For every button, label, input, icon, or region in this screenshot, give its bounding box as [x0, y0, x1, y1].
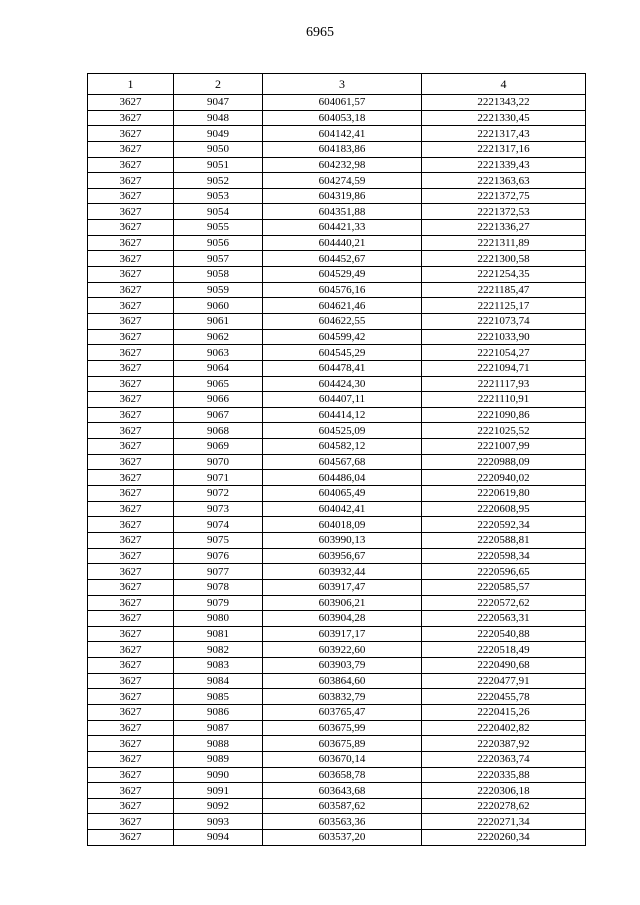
cell-x: 604486,04 — [263, 470, 422, 486]
table-header-row — [88, 74, 586, 95]
cell-y: 2220619,80 — [422, 486, 586, 502]
table-row — [88, 95, 586, 111]
cell-number: 3627 — [88, 751, 174, 767]
cell-point: 9093 — [174, 814, 263, 830]
cell-number: 3627 — [88, 282, 174, 298]
cell-number: 3627 — [88, 517, 174, 533]
column-header-3: 3 — [263, 74, 422, 95]
cell-x: 603765,47 — [263, 704, 422, 720]
cell-x: 603922,60 — [263, 642, 422, 658]
cell-x: 604142,41 — [263, 126, 422, 142]
table-row — [88, 532, 586, 548]
cell-point: 9061 — [174, 313, 263, 329]
cell-x: 604421,33 — [263, 220, 422, 236]
cell-x: 604232,98 — [263, 157, 422, 173]
cell-y: 2221317,16 — [422, 141, 586, 157]
cell-number: 3627 — [88, 642, 174, 658]
cell-point: 9052 — [174, 173, 263, 189]
cell-point: 9086 — [174, 704, 263, 720]
cell-y: 2221343,22 — [422, 95, 586, 111]
cell-x: 603904,28 — [263, 611, 422, 627]
cell-number: 3627 — [88, 313, 174, 329]
cell-number: 3627 — [88, 235, 174, 251]
cell-y: 2220402,82 — [422, 720, 586, 736]
cell-number: 3627 — [88, 689, 174, 705]
table-row — [88, 689, 586, 705]
table-row — [88, 798, 586, 814]
cell-y: 2221185,47 — [422, 282, 586, 298]
cell-point: 9090 — [174, 767, 263, 783]
table-row — [88, 548, 586, 564]
cell-x: 604274,59 — [263, 173, 422, 189]
table-row — [88, 407, 586, 423]
cell-point: 9070 — [174, 454, 263, 470]
cell-x: 604065,49 — [263, 486, 422, 502]
cell-number: 3627 — [88, 173, 174, 189]
cell-y: 2221339,43 — [422, 157, 586, 173]
column-header-2: 2 — [174, 74, 263, 95]
cell-x: 604525,09 — [263, 423, 422, 439]
cell-point: 9068 — [174, 423, 263, 439]
table-row — [88, 751, 586, 767]
table-row — [88, 517, 586, 533]
cell-point: 9055 — [174, 220, 263, 236]
table-row — [88, 470, 586, 486]
cell-y: 2221007,99 — [422, 439, 586, 455]
cell-x: 604042,41 — [263, 501, 422, 517]
table-body — [88, 95, 586, 846]
cell-point: 9048 — [174, 110, 263, 126]
table-row — [88, 126, 586, 142]
cell-number: 3627 — [88, 595, 174, 611]
table-row — [88, 564, 586, 580]
table-row — [88, 157, 586, 173]
cell-number: 3627 — [88, 220, 174, 236]
table-row — [88, 251, 586, 267]
cell-y: 2220271,34 — [422, 814, 586, 830]
cell-x: 603917,17 — [263, 626, 422, 642]
table-row — [88, 704, 586, 720]
cell-number: 3627 — [88, 188, 174, 204]
table-row — [88, 673, 586, 689]
cell-y: 2220598,34 — [422, 548, 586, 564]
cell-y: 2220477,91 — [422, 673, 586, 689]
cell-point: 9081 — [174, 626, 263, 642]
table-row — [88, 814, 586, 830]
cell-y: 2221363,63 — [422, 173, 586, 189]
table-row — [88, 235, 586, 251]
cell-y: 2221117,93 — [422, 376, 586, 392]
cell-x: 603990,13 — [263, 532, 422, 548]
table-row — [88, 204, 586, 220]
table-row — [88, 110, 586, 126]
table-row — [88, 345, 586, 361]
cell-x: 603932,44 — [263, 564, 422, 580]
cell-number: 3627 — [88, 611, 174, 627]
table-row — [88, 439, 586, 455]
cell-y: 2220940,02 — [422, 470, 586, 486]
table-row — [88, 767, 586, 783]
cell-x: 603917,47 — [263, 579, 422, 595]
cell-number: 3627 — [88, 673, 174, 689]
cell-y: 2221110,91 — [422, 392, 586, 408]
cell-number: 3627 — [88, 204, 174, 220]
cell-point: 9056 — [174, 235, 263, 251]
page-number: 6965 — [306, 25, 334, 40]
cell-number: 3627 — [88, 439, 174, 455]
cell-point: 9067 — [174, 407, 263, 423]
table-row — [88, 579, 586, 595]
cell-number: 3627 — [88, 720, 174, 736]
table-row — [88, 188, 586, 204]
cell-number: 3627 — [88, 423, 174, 439]
cell-point: 9051 — [174, 157, 263, 173]
cell-x: 603903,79 — [263, 658, 422, 674]
cell-number: 3627 — [88, 736, 174, 752]
cell-x: 603675,99 — [263, 720, 422, 736]
table-row — [88, 595, 586, 611]
cell-y: 2221372,53 — [422, 204, 586, 220]
cell-x: 604599,42 — [263, 329, 422, 345]
cell-number: 3627 — [88, 157, 174, 173]
cell-y: 2220335,88 — [422, 767, 586, 783]
cell-y: 2221311,89 — [422, 235, 586, 251]
cell-number: 3627 — [88, 95, 174, 111]
column-header-4: 4 — [422, 74, 586, 95]
cell-point: 9054 — [174, 204, 263, 220]
cell-point: 9065 — [174, 376, 263, 392]
cell-y: 2221254,35 — [422, 267, 586, 283]
cell-x: 604319,86 — [263, 188, 422, 204]
cell-point: 9059 — [174, 282, 263, 298]
cell-x: 604478,41 — [263, 360, 422, 376]
cell-x: 603832,79 — [263, 689, 422, 705]
table-row — [88, 360, 586, 376]
cell-x: 604018,09 — [263, 517, 422, 533]
cell-point: 9050 — [174, 141, 263, 157]
cell-x: 604440,21 — [263, 235, 422, 251]
cell-point: 9063 — [174, 345, 263, 361]
cell-number: 3627 — [88, 814, 174, 830]
cell-x: 603537,20 — [263, 830, 422, 846]
cell-y: 2220596,65 — [422, 564, 586, 580]
cell-y: 2220278,62 — [422, 798, 586, 814]
cell-x: 603587,62 — [263, 798, 422, 814]
cell-point: 9060 — [174, 298, 263, 314]
cell-y: 2220585,57 — [422, 579, 586, 595]
cell-number: 3627 — [88, 126, 174, 142]
cell-y: 2220988,09 — [422, 454, 586, 470]
cell-point: 9087 — [174, 720, 263, 736]
coordinates-table — [87, 73, 586, 846]
table-row — [88, 486, 586, 502]
table-row — [88, 267, 586, 283]
cell-x: 604567,68 — [263, 454, 422, 470]
cell-number: 3627 — [88, 830, 174, 846]
table-row — [88, 454, 586, 470]
cell-x: 604407,11 — [263, 392, 422, 408]
cell-x: 603563,36 — [263, 814, 422, 830]
table-row — [88, 611, 586, 627]
cell-y: 2220518,49 — [422, 642, 586, 658]
cell-point: 9075 — [174, 532, 263, 548]
table-row — [88, 736, 586, 752]
cell-point: 9053 — [174, 188, 263, 204]
cell-x: 604414,12 — [263, 407, 422, 423]
cell-x: 604582,12 — [263, 439, 422, 455]
cell-number: 3627 — [88, 658, 174, 674]
table-row — [88, 141, 586, 157]
cell-point: 9094 — [174, 830, 263, 846]
cell-number: 3627 — [88, 392, 174, 408]
cell-y: 2220260,34 — [422, 830, 586, 846]
cell-y: 2220455,78 — [422, 689, 586, 705]
table-row — [88, 501, 586, 517]
table-row — [88, 720, 586, 736]
table-row — [88, 376, 586, 392]
cell-y: 2221372,75 — [422, 188, 586, 204]
cell-number: 3627 — [88, 298, 174, 314]
table-row — [88, 783, 586, 799]
cell-number: 3627 — [88, 454, 174, 470]
cell-number: 3627 — [88, 626, 174, 642]
table-row — [88, 626, 586, 642]
cell-number: 3627 — [88, 110, 174, 126]
cell-y: 2220563,31 — [422, 611, 586, 627]
cell-y: 2220592,34 — [422, 517, 586, 533]
cell-number: 3627 — [88, 376, 174, 392]
cell-x: 604529,49 — [263, 267, 422, 283]
cell-x: 603864,60 — [263, 673, 422, 689]
cell-x: 604545,29 — [263, 345, 422, 361]
cell-number: 3627 — [88, 579, 174, 595]
cell-point: 9066 — [174, 392, 263, 408]
cell-y: 2220306,18 — [422, 783, 586, 799]
cell-number: 3627 — [88, 141, 174, 157]
cell-y: 2220572,62 — [422, 595, 586, 611]
cell-number: 3627 — [88, 564, 174, 580]
cell-point: 9092 — [174, 798, 263, 814]
cell-number: 3627 — [88, 470, 174, 486]
cell-x: 604452,67 — [263, 251, 422, 267]
cell-x: 604061,57 — [263, 95, 422, 111]
cell-x: 604351,88 — [263, 204, 422, 220]
cell-number: 3627 — [88, 345, 174, 361]
cell-y: 2220608,95 — [422, 501, 586, 517]
cell-x: 603670,14 — [263, 751, 422, 767]
table-row — [88, 658, 586, 674]
cell-number: 3627 — [88, 329, 174, 345]
table-row — [88, 298, 586, 314]
cell-y: 2221330,45 — [422, 110, 586, 126]
table-row — [88, 313, 586, 329]
cell-y: 2221336,27 — [422, 220, 586, 236]
cell-x: 603956,67 — [263, 548, 422, 564]
cell-y: 2221300,58 — [422, 251, 586, 267]
cell-point: 9074 — [174, 517, 263, 533]
cell-y: 2221125,17 — [422, 298, 586, 314]
cell-x: 604576,16 — [263, 282, 422, 298]
cell-number: 3627 — [88, 798, 174, 814]
cell-number: 3627 — [88, 267, 174, 283]
cell-point: 9089 — [174, 751, 263, 767]
cell-y: 2221317,43 — [422, 126, 586, 142]
cell-x: 604622,55 — [263, 313, 422, 329]
cell-point: 9085 — [174, 689, 263, 705]
table-row — [88, 282, 586, 298]
cell-number: 3627 — [88, 360, 174, 376]
table-row — [88, 423, 586, 439]
cell-number: 3627 — [88, 532, 174, 548]
cell-point: 9047 — [174, 95, 263, 111]
cell-y: 2221090,86 — [422, 407, 586, 423]
cell-point: 9073 — [174, 501, 263, 517]
cell-x: 604621,46 — [263, 298, 422, 314]
cell-number: 3627 — [88, 548, 174, 564]
cell-point: 9088 — [174, 736, 263, 752]
cell-x: 603643,68 — [263, 783, 422, 799]
cell-x: 604053,18 — [263, 110, 422, 126]
cell-point: 9072 — [174, 486, 263, 502]
cell-point: 9084 — [174, 673, 263, 689]
cell-point: 9091 — [174, 783, 263, 799]
cell-x: 603906,21 — [263, 595, 422, 611]
cell-y: 2220588,81 — [422, 532, 586, 548]
cell-point: 9078 — [174, 579, 263, 595]
table-row — [88, 830, 586, 846]
table-row — [88, 329, 586, 345]
cell-y: 2221073,74 — [422, 313, 586, 329]
cell-x: 604424,30 — [263, 376, 422, 392]
cell-y: 2220387,92 — [422, 736, 586, 752]
table-row — [88, 642, 586, 658]
cell-x: 603675,89 — [263, 736, 422, 752]
cell-point: 9083 — [174, 658, 263, 674]
cell-point: 9058 — [174, 267, 263, 283]
cell-number: 3627 — [88, 783, 174, 799]
cell-point: 9077 — [174, 564, 263, 580]
cell-point: 9071 — [174, 470, 263, 486]
cell-number: 3627 — [88, 501, 174, 517]
table-row — [88, 173, 586, 189]
column-header-1: 1 — [88, 74, 174, 95]
cell-y: 2220490,68 — [422, 658, 586, 674]
cell-point: 9079 — [174, 595, 263, 611]
cell-point: 9049 — [174, 126, 263, 142]
cell-x: 603658,78 — [263, 767, 422, 783]
cell-number: 3627 — [88, 251, 174, 267]
cell-y: 2221094,71 — [422, 360, 586, 376]
table-row — [88, 392, 586, 408]
cell-point: 9062 — [174, 329, 263, 345]
cell-point: 9057 — [174, 251, 263, 267]
cell-y: 2221033,90 — [422, 329, 586, 345]
cell-point: 9069 — [174, 439, 263, 455]
cell-y: 2220363,74 — [422, 751, 586, 767]
cell-point: 9082 — [174, 642, 263, 658]
cell-y: 2221025,52 — [422, 423, 586, 439]
cell-point: 9076 — [174, 548, 263, 564]
cell-number: 3627 — [88, 407, 174, 423]
cell-number: 3627 — [88, 704, 174, 720]
cell-number: 3627 — [88, 486, 174, 502]
cell-point: 9064 — [174, 360, 263, 376]
cell-y: 2221054,27 — [422, 345, 586, 361]
cell-y: 2220415,26 — [422, 704, 586, 720]
table-row — [88, 220, 586, 236]
cell-number: 3627 — [88, 767, 174, 783]
cell-point: 9080 — [174, 611, 263, 627]
cell-y: 2220540,88 — [422, 626, 586, 642]
cell-x: 604183,86 — [263, 141, 422, 157]
